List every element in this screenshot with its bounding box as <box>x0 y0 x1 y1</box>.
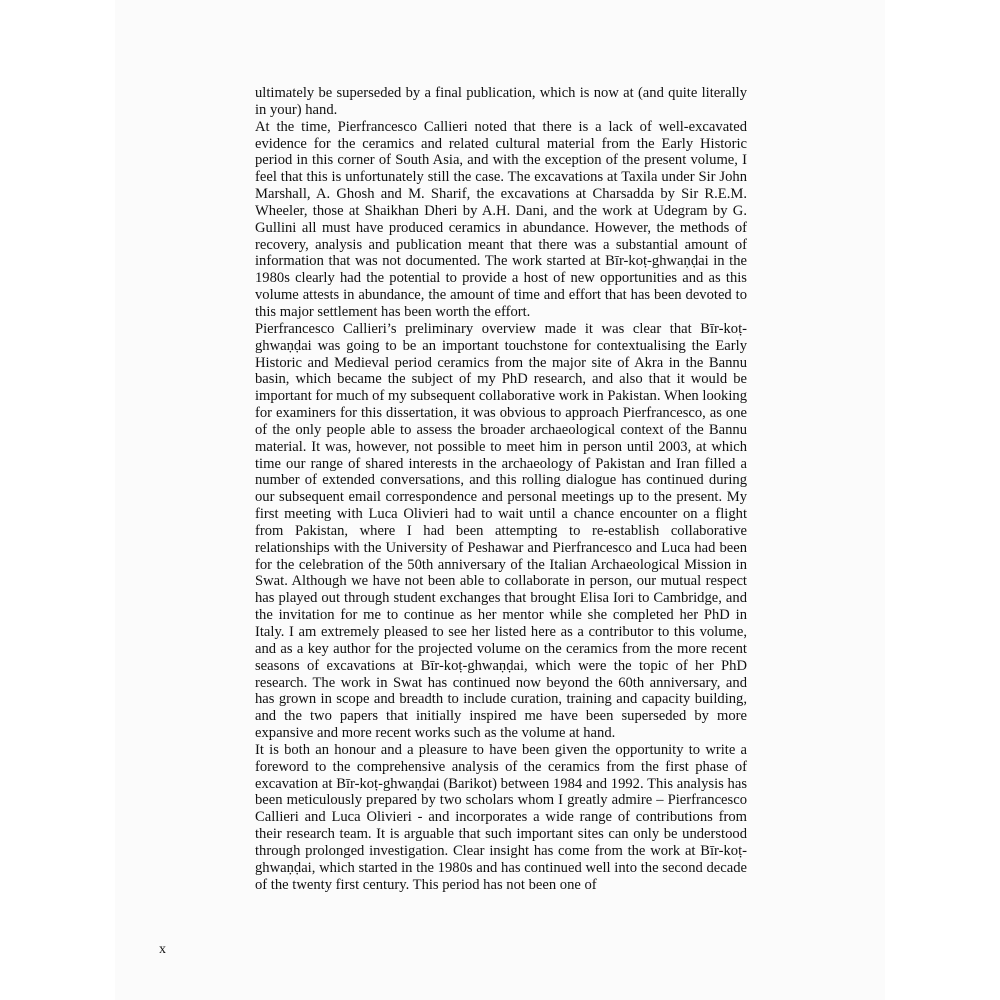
paragraph-2: At the time, Pierfrancesco Callieri noted that there is a lack of well-excavated evidence for the ceramics and related cultural material from the Early Historic period in this corner of South Asia, and with the exception of the present volume, I feel that this is unfortunately still the case. The excavations at Taxila under Sir John Marshall, A. Ghosh and M. Sharif, the excavations at Charsadda by Sir R.E.M. Wheeler, those at Shaikhan Dheri by A.H. Dani, and the work at Udegram by G. Gullini all must have produced ceramics in abundance. However, the methods of recovery, analysis and publication meant that there was a substantial amount of information that was not documented. The work started at Bīr-koṭ-ghwaṇḍai in the 1980s clearly had the potential to provide a host of new opportunities and as this volume attests in abundance, the amount of time and effort that has been devoted to this major settlement has been worth the effort. <box>255 118 747 320</box>
paragraph-3: Pierfrancesco Callieri’s preliminary overview made it was clear that Bīr-koṭ-ghwaṇḍai was going to be an important touchstone for contextualising the Early Historic and Medieval period ceramics from the major site of Akra in the Bannu basin, which became the subject of my PhD research, and also that it would be important for much of my subsequent collaborative work in Pakistan. When looking for examiners for this dissertation, it was obvious to approach Pierfrancesco, as one of the only people able to assess the broader archaeological context of the Bannu material. It was, however, not possible to meet him in person until 2003, at which time our range of shared interests in the archaeology of Pakistan and Iran filled a number of extended conversations, and this rolling dialogue has continued during our subsequent email correspondence and personal meetings up to the present. My first meeting with Luca Olivieri had to wait until a chance encounter on a flight from Pakistan, where I had been attempting to re-establish collaborative relationships with the University of Peshawar and Pierfrancesco and Luca had been for the celebration of the 50th anniversary of the Italian Archaeological Mission in Swat. Although we have not been able to collaborate in person, our mutual respect has played out through student exchanges that brought Elisa Iori to Cambridge, and the invitation for me to continue as her mentor while she completed her PhD in Italy. I am extremely pleased to see her listed here as a contributor to this volume, and as a key author for the projected volume on the ceramics from the more recent seasons of excavations at Bīr-koṭ-ghwaṇḍai, which were the topic of her PhD research. The work in Swat has continued now beyond the 60th anniversary, and has grown in scope and breadth to include curation, training and capacity building, and the two papers that initially inspired me have been superseded by more expansive and more recent works such as the volume at hand. <box>255 320 747 742</box>
body-text <box>255 85 747 894</box>
page-number: x <box>159 942 166 957</box>
paragraph-4: It is both an honour and a pleasure to have been given the opportunity to write a foreword to the comprehensive analysis of the ceramics from the first phase of excavation at Bīr-koṭ-ghwaṇḍai (Barikot) between 1984 and 1992. This analysis has been meticulously prepared by two scholars whom I greatly admire – Pierfrancesco Callieri and Luca Olivieri - and incorporates a wide range of contributions from their research team. It is arguable that such important sites can only be understood through prolonged investigation. Clear insight has come from the work at Bīr-koṭ-ghwaṇḍai, which started in the 1980s and has continued well into the second decade of the twenty first century. This period has not been one of <box>255 741 747 893</box>
paragraph-1: ultimately be superseded by a final publication, which is now at (and quite literally in your) hand. <box>255 85 747 118</box>
